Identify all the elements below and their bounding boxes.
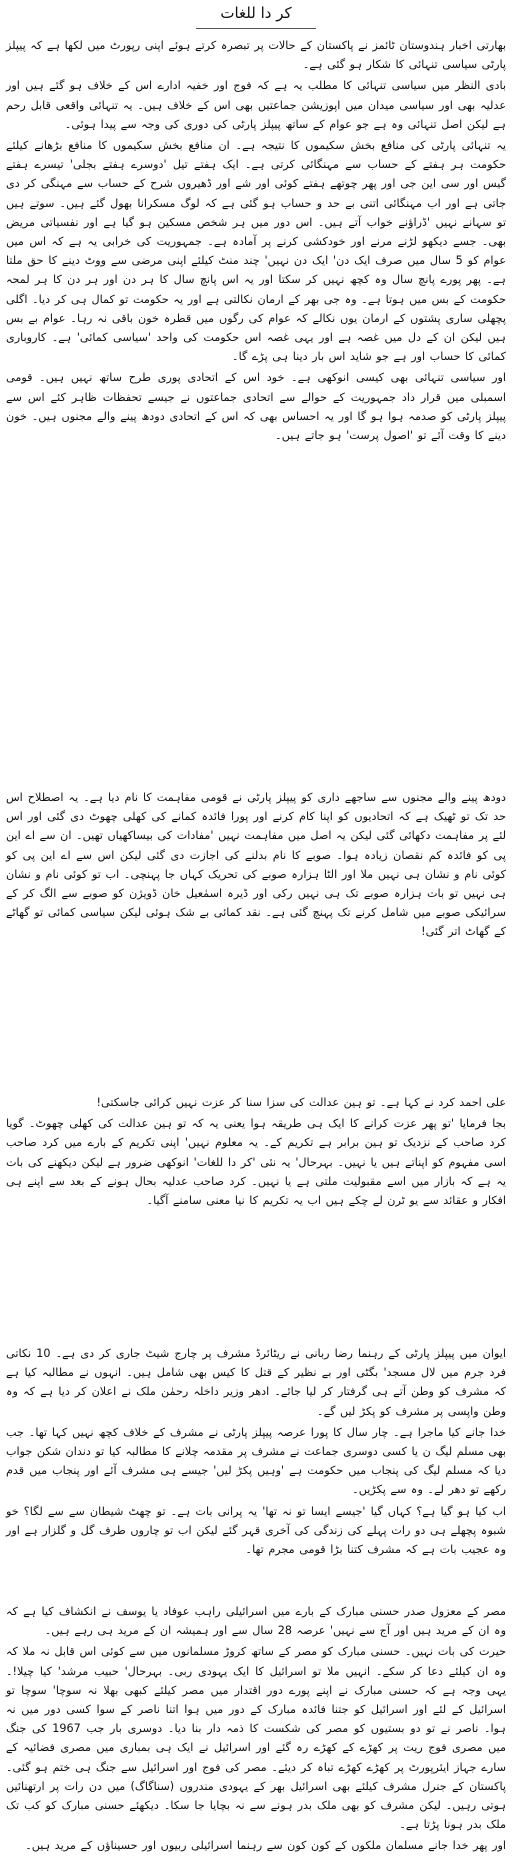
paragraph: بجا فرمایا 'تو پھر عزت کرانے کا ایک ہی طریقہ ہوا یعنی یہ کہ تو ہین عدالت کی کھلی چھوٹ۔ گویا کرد صاحب کے نزدیک تو ہین برابر ہے تکریم کے۔ یہ معلوم نہیں' اپنی تکریم کے بارے میں کرد صاحب اسی مفہوم کو اپناتے ہیں یا نہیں۔ بہرحال' یہ نئی 'کر دا للغات' انوکھی ضرور ہے لیکن دیکھنے کی بات یہ ہے کہ بازار میں اسے مقبولیت ملتی ہے یا نہیں۔ کرد صاحب عدلیہ بحال ہونے کے بعد سے اپنے ہی افکار و عقائد سے یو ٹرن لے چکے ہیں اب یہ تکریم کا نیا معنی سامنے آگیا۔ (6, 1117, 506, 1208)
paragraph: حیرت کی بات نہیں۔ حسنی مبارک کو مصر کے ساتھ کروڑ مسلمانوں میں سے کوئی اس قابل نہ ملا کہ وہ ان کیلئے دعا کر سکے۔ انہیں ملا تو اسرائیل کا ایک یہودی ربی۔ بہرحال' حبیب مرشد' کیا چیلا!۔ یہی وجہ ہے کہ حسنی مبارک نے اپنے پورے دور اقتدار میں مصر کیلئے کبھی بھلا نہ سوچا' سوچا تو اسرائیل کے لئے اور اسرائیل کو جتنا فائدہ مبارک کے دور میں ہوا اتنا ناصر کے سوا کسی دور میں نہ ہوا۔ ناصر نے تو دو بستیوں کو مصر کی شکست کا ذمہ دار بنا دیا۔ دوسری بار جب 1967 کی جنگ میں مصری فوج ریت پر کھڑے کے کھڑے رہ گئے اور اسرائیل نے ایک ہی بمباری میں مصری فضائیہ کے سارے جہاز ایئرپورٹ پر کھڑے کھڑے تباہ کر دیئے۔ مصر کی فوج اور اسرائیل سے جنگ ہی ختم ہو گئی۔ پاکستان کے جنرل مشرف کیلئے بھی اسرائیل بھر کے یہودی مندروں (سناگاگ) میں دن رات پر ارتھنائیں ہوتی رہیں۔ لیکن مشرف کو بھی ملک بدر ہونے سے نہ بچایا جا سکا۔ دیکھئے حسنی مبارک کو کب تک ملک بدر ہونا پڑتا ہے۔ (6, 1645, 506, 1832)
paragraph: اور سیاسی تنہائی بھی کیسی انوکھی ہے۔ خود اس کے اتحادی پوری طرح ساتھ نہیں ہیں۔ قومی اسمبلی میں قرار داد جمہوریت کے حوالے سے اتحادی جماعتوں نے جیسے تحفظات ظاہر کئے اس سے پیپلز پارٹی کو صدمہ ہوا ہو گا اور یہ احساس بھی کہ اس کے اتحادی دودھ پینے والے مجنوں ہیں۔ خون دینے کا وقت آئے تو 'اصول پرست' ہو جاتے ہیں۔ (6, 371, 506, 443)
column-title: کر دا للغات (220, 4, 292, 22)
paragraph: اب کیا ہو گیا ہے؟ کہاں گیا 'جیسے ایسا تو نہ تھا' یہ پرانی بات ہے۔ تو چھٹ شیطان سے سے لگا؟ خو شبوہ پچھلے ہی دو رات پہلے کی زندگی کی آخری قہر گئے لیکن اب تو چاروں طرف گل و گلزار ہے اور وہ عجیب بات ہے کہ مشرف کتنا بڑا قومی مجرم تھا۔ (6, 1504, 506, 1557)
section-musharraf-chargesheet (6, 1344, 506, 1586)
paragraph: مصر کے معزول صدر حسنی مبارک کے بارے میں اسرائیلی راہب عوفاد یا یوسف نے انکشاف کیا ہے کہ وہ ان کے مرید ہیں اور آج سے نہیں' عرصہ 28 سال سے اور ہمیشہ ان کے مرید ہی رہے ہیں۔ (6, 1605, 506, 1638)
section-kurd-dictionary (6, 1093, 506, 1327)
paragraph: یہ تنہائی پارٹی کی منافع بخش سکیموں کا نتیجہ ہے۔ ان منافع بخش سکیموں کا منافع بڑھانے کیلئے حکومت ہر ہفتے کے حساب سے مہنگائی کرتی ہے۔ ایک ہفتے تیل 'دوسرے ہفتے بجلی' تیسرے ہفتے گیس اور سی این جی اور پھر چوتھے ہفتے کوئی اور شے اور ڈھیروں شرح کے حساب سے مہنگی کر دی جاتی ہے اور اب مہنگائی اتنی بے حد و حساب ہو گئی ہے کہ لوگ مسکرانا بھول گئے ہیں۔ سوتے ہیں تو سہانے نہیں 'ڈراؤنے خواب آتے ہیں۔ اس دور میں ہر شخص مسکین ہو گیا ہے اور نفسیاتی مریض بھی۔ جسے دیکھو لڑنے مرنے اور خودکشی کرنے پر آمادہ ہے۔ جمہوریت کی خرابی یہ ہے کہ اس میں عوام کو 5 سال میں صرف ایک دن' ایک دن نہیں' چند منٹ کیلئے اپنی مرضی سے ووٹ دینے کا حق ملتا ہے۔ پھر پورے پانچ سال وہ کچھ نہیں کر سکتا اور یہ اس پانچ سال کا ہر دن اور ہر دن کا ہر لمحہ حکومت کے بس میں ہوتا ہے۔ وہ جی بھر کے ارمان نکالتی ہے اور یہ حکومت تو کمال ہی کر دیا۔ اگلی پچھلی ساری پشتوں کے ارمان یوں نکالے کہ عوام کی رگوں میں قطرہ خون باقی نہ رہا۔ عوام بے بس ہیں لیکن ان کے دل میں غصہ ہے اور یہی غصہ اس حکومت کی واحد 'سیاسی کمائی' ہے۔ کاروباری کمائی کا حساب اور ہے جو شاید اس بار دینا ہی پڑے گا۔ (6, 139, 506, 364)
paragraph: بادی النظر میں سیاسی تنہائی کا مطلب یہ ہے کہ فوج اور خفیہ ادارے اس کے خلاف ہو گئے ہیں اور عدلیہ بھی اور سیاسی میدان میں اپوزیشن جماعتیں بھی اس کے خلاف ہیں۔ یہ تنہائی واقعی قابل رحم ہے لیکن اصل تنہائی وہ ہے جو عوام کے ساتھ پیپلز پارٹی کی دوری کی وجہ سے پیدا ہوئی۔ (6, 79, 506, 131)
paragraph: اور پھر خدا جانے مسلمان ملکوں کے کون کون سے رہنما اسرائیلی ربیوں اور حسیناؤں کے مرید ہیں۔ (25, 1839, 506, 1853)
paragraph: بھارتی اخبار ہندوستان ٹائمز نے پاکستان کے حالات پر تبصرہ کرتے ہوئے اپنی رپورٹ میں لکھا ہے کہ پیپلز پارٹی سیاسی تنہائی کا شکار ہو گئی ہے۔ (6, 39, 506, 72)
title-underline (196, 28, 316, 29)
paragraph: دودھ پینے والے مجنوں سے ساجھے داری کو پیپلز پارٹی نے قومی مفاہمت کا نام دیا ہے۔ یہ اصطلاح اس حد تک تو ٹھیک ہے کہ اتحادیوں کو اپنا کام کرنے اور پورا فائدہ کمانے کی کھلی چھوٹ دی گئی اور اس لئے پر مفاہمت دکھائی گئی لیکن یہ اصل میں مفاہمت نہیں 'مفادات کی بیساکھیاں تھیں۔ ان سے اے این پی کو فائدہ کم نقصان زیادہ ہوا۔ صوبے کا نام بدلنے کی اجازت دی گئی لیکن اس سے اے این پی کو کوئی نام و نشان ہی نہیں ملا اور الٹا ہزارہ صوبے کی تحریک کہاں جا پہنچی۔ اب تو کوئی نام و نشان ہی نہیں تو بات ہزارہ صوبے تک ہی نہیں رکی اور ڈیرہ اسمٰعیل خان ڈویژن کو صوبے سے الگ کر کے سرائیکی صوبے میں شامل کرنے تک پہنچ گئی ہے۔ نقد کمائی بے شک ہوئی لیکن سیاسی کمائی تو گھاٹے کے گھاٹ اتر گئی! (6, 791, 506, 939)
section-reconciliation (6, 788, 506, 1080)
paragraph: خدا جانے کیا ماجرا ہے۔ چار سال کا پورا عرصہ پیپلز پارٹی نے مشرف کے خلاف کچھ نہیں کہا تھا۔ جب بھی مسلم لیگ ن یا کسی دوسری جماعت نے مشرف پر مقدمہ چلانے کا مطالبہ کیا تو دندان شکن جواب دیا کہ مسلم لیگ کی پنجاب میں حکومت ہے 'وہیں پکڑ لیں' جیسے ہی مشرف آئے اور پنجاب میں قدم رکھے تو دھر لے۔ وہ سے پکڑیں۔ (6, 1425, 506, 1497)
paragraph: ایوان میں پیپلز پارٹی کے رہنما رضا ربانی نے ریٹائرڈ مشرف پر چارج شیٹ جاری کر دی ہے۔ 10 نکاتی فرد جرم میں لال مسجد' بگٹی اور بے نظیر کے قتل کا کیس بھی شامل ہیں۔ انہوں نے مطالبہ کیا ہے کہ مشرف کو وطن آتے ہی گرفتار کر لیا جائے۔ ادھر وزیر داخلہ رحمٰن ملک نے اعلان کر دیا ہے کہ وہ وطن واپسی پر مشرف کو پکڑ لیں گے۔ (6, 1347, 506, 1418)
section-ppp-isolation (6, 36, 506, 754)
section-hosni-mubarak (6, 1602, 506, 1853)
paragraph: علی احمد کرد نے کہا ہے۔ تو ہین عدالت کی سزا سنا کر عزت نہیں کرائی جاسکتی! (96, 1096, 506, 1109)
